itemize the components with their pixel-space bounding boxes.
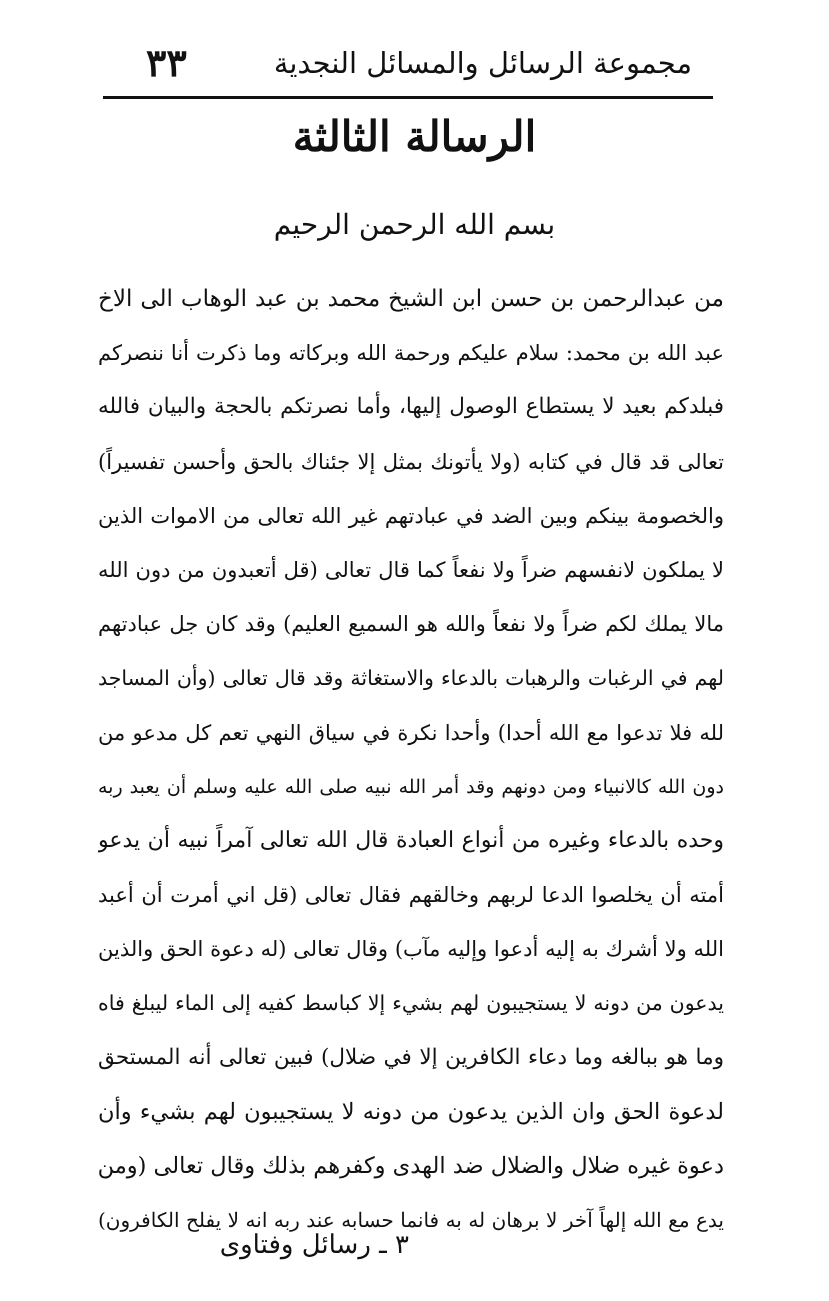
body-text — [98, 272, 724, 1247]
body-line: فبلدكم بعيد لا يستطاع الوصول إليها، وأما نصرتكم بالحجة والبيان فالله — [98, 394, 724, 420]
body-line: لا يملكون لانفسهم ضراً ولا نفعاً كما قال تعالى (قل أتعبدون من دون الله — [98, 557, 724, 582]
body-line: تعالى قد قال في كتابه (ولا يأتونك بمثل إلا جئناك بالحق وأحسن تفسيراً) — [98, 449, 724, 474]
body-line: مالا يملك لكم ضراً ولا نفعاً والله هو السميع العليم) وقد كان جل عبادتهم — [98, 612, 724, 637]
body-line: الله ولا أشرك به إليه أدعوا وإليه مآب) وقال تعالى (له دعوة الحق والذين — [98, 937, 724, 962]
chapter-title: الرسالة الثالثة — [292, 112, 537, 161]
body-line: وما هو ببالغه وما دعاء الكافرين إلا في ضلال) فبين تعالى أنه المستحق — [98, 1044, 724, 1070]
body-line: دون الله كالانبياء ومن دونهم وقد أمر الله نبيه صلى الله عليه وسلم أن يعبد ربه — [98, 775, 724, 798]
body-line: أمته أن يخلصوا الدعا لربهم وخالقهم فقال تعالى (قل اني أمرت أن أعبد — [98, 883, 724, 908]
body-line: لدعوة الحق وان الذين يدعون من دونه لا يستجيبون لهم بشيء وأن — [98, 1098, 724, 1125]
page-footer — [0, 1228, 829, 1268]
header-rule — [103, 96, 713, 99]
body-line: لهم في الرغبات والرهبات بالدعاء والاستغاثة وقد قال تعالى (وأن المساجد — [98, 666, 724, 691]
body-line: يدعون من دونه لا يستجيبون لهم بشيء إلا كباسط كفيه إلى الماء ليبلغ فاه — [98, 991, 724, 1016]
body-line: يدع مع الله إلهاً آخر لا برهان له به فانما حسابه عند ربه انه لا يفلح الكافرون) — [98, 1208, 724, 1233]
body-line: وحده بالدعاء وغيره من أنواع العبادة قال الله تعالى آمراً نبيه أن يدعو — [98, 827, 724, 853]
body-line: والخصومة بينكم وبين الضد في عبادتهم غير الله تعالى من الاموات الذين — [98, 503, 724, 528]
signature-mark: ٣ ـ رسائل وفتاوى — [219, 1230, 409, 1260]
body-line: عبد الله بن محمد: سلام عليكم ورحمة الله وبركاته وما ذكرت أنا ننصركم — [98, 341, 724, 366]
running-title: مجموعة الرسائل والمسائل النجدية — [273, 46, 692, 80]
body-line: دعوة غيره ضلال والضلال ضد الهدى وكفرهم بذلك وقال تعالى (ومن — [98, 1153, 724, 1179]
page-number: ٣٣ — [146, 40, 187, 85]
page-header — [96, 38, 732, 90]
body-line: من عبدالرحمن بن حسن ابن الشيخ محمد بن عبد الوهاب الى الاخ — [98, 286, 724, 312]
basmala: بسم الله الرحمن الرحيم — [273, 208, 556, 241]
body-line: لله فلا تدعوا مع الله أحدا) وأحدا نكرة في سياق النهي تعم كل مدعو من — [98, 720, 724, 745]
